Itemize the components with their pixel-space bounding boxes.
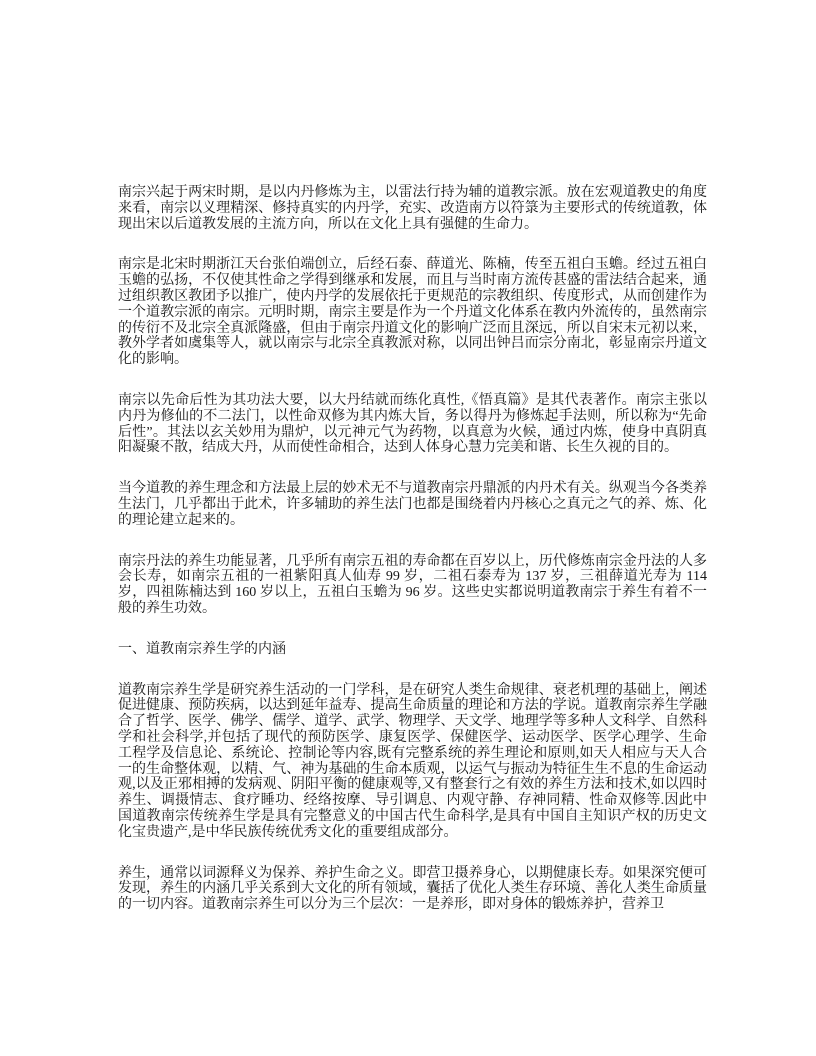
paragraph-yangshengxue-defn: 道教南宗养生学是研究养生活动的一门学科，是在研究人类生命规律、衰老机理的基础上，阐述促进健康、预防疾病，以达到延年益寿、提高生命质量的理论和方法的学说。道教南宗养生学融合了哲学、医学、佛学、儒学、道学、武学、物理学、天文学、地理学等多种人文科学、自然科学和社会科学,并包括了现代的预防医学、康复医学、保健医学、运动医学、医学心理学、生命工程学及信息论、系统论、控制论等内容,既有完整系统的养生理论和原则,如天人相应与天人合一的生命整体观，以精、气、神为基础的生命本质观，以运气与振动为特征生生不息的生命运动观,以及正邪相搏的发病观、阴阳平衡的健康观等,又有整套行之有效的养生方法和技术,如以四时养生、调摄情志、食疗睡功、经络按摩、导引调息、内观守静、存神同精、性命双修等.因此中国道教南宗传统养生学是具有完整意义的中国古代生命科学,是具有中国自主知识产权的历史文化宝贵遗产,是中华民族传统优秀文化的重要组成部分。 [118,682,707,840]
paragraph-nanzong-history: 南宗是北宋时期浙江天台张伯端创立，后经石泰、薛道光、陈楠，传至五祖白玉蟾。经过五祖白玉蟾的弘扬，不仅使其性命之学得到继承和发展，而且与当时南方流传甚盛的雷法结合起来，通过组织教区教团予以推广，使内丹学的发展依托于更规范的宗教组织、传度形式，从而创建作为一个道教宗派的南宗。元明时期，南宗主要是作为一个丹道文化体系在教内外流传的，虽然南宗的传衍不及北宗全真派隆盛，但由于南宗丹道文化的影响广泛而且深远，所以自宋末元初以来，教外学者如虞集等人，就以南宗与北宗全真教派对称，以同出钟吕而宗分南北，彰显南宗丹道文化的影响。 [118,257,707,368]
document-body [118,185,707,938]
paragraph-longevity-records: 南宗丹法的养生功能显著，几乎所有南宗五祖的寿命都在百岁以上，历代修炼南宗金丹法的人多会长寿，如南宗五祖的一祖紫阳真人仙寿 99 岁，二祖石泰寿为 137 岁，三祖薛道光寿为 114 岁，四祖陈楠达到 160 岁以上，五祖白玉蟾为 96 岁。这些史实都说明道教南宗于养生有着不一般的养生功效。 [118,553,707,616]
paragraph-yangsheng-relation: 当今道教的养生理念和方法最上层的妙术无不与道教南宗丹鼎派的内丹术有关。纵观当今各类养生法门，几乎都出于此术，许多辅助的养生法门也都是围绕着内丹核心之真元之气的养、炼、化的理论建立起来的。 [118,481,707,528]
paragraph-yangsheng-meaning: 养生，通常以词源释义为保养、养护生命之义。即营卫摄养身心，以期健康长寿。如果深究便可发现，养生的内涵几乎关系到大文化的所有领域，囊括了优化人类生存环境、善化人类生命质量的一切内容。道教南宗养生可以分为三个层次：一是养形，即对身体的锻炼养护，营养卫 [118,865,707,913]
paragraph-nanzong-origin: 南宗兴起于两宋时期，是以内丹修炼为主，以雷法行持为辅的道教宗派。放在宏观道教史的角度来看，南宗以义理精深、修持真实的内丹学，充实、改造南方以符箓为主要形式的传统道教，体现出宋以后道教发展的主流方向，所以在文化上具有强健的生命力。 [118,185,707,232]
paragraph-nanzong-method: 南宗以先命后性为其功法大要，以大丹结就而练化真性,《悟真篇》是其代表著作。南宗主张以内丹为修仙的不二法门，以性命双修为其内炼大旨，务以得丹为修炼起手法则，所以称为“先命后性”。其法以玄关妙用为鼎炉，以元神元气为药物，以真意为火候，通过内炼，使身中真阴真阳凝聚不散，结成大丹，从而使性命相合，达到人体身心慧力完美和谐、长生久视的目的。 [118,392,707,456]
section-heading-neihan: 一、道教南宗养生学的内涵 [118,641,286,657]
